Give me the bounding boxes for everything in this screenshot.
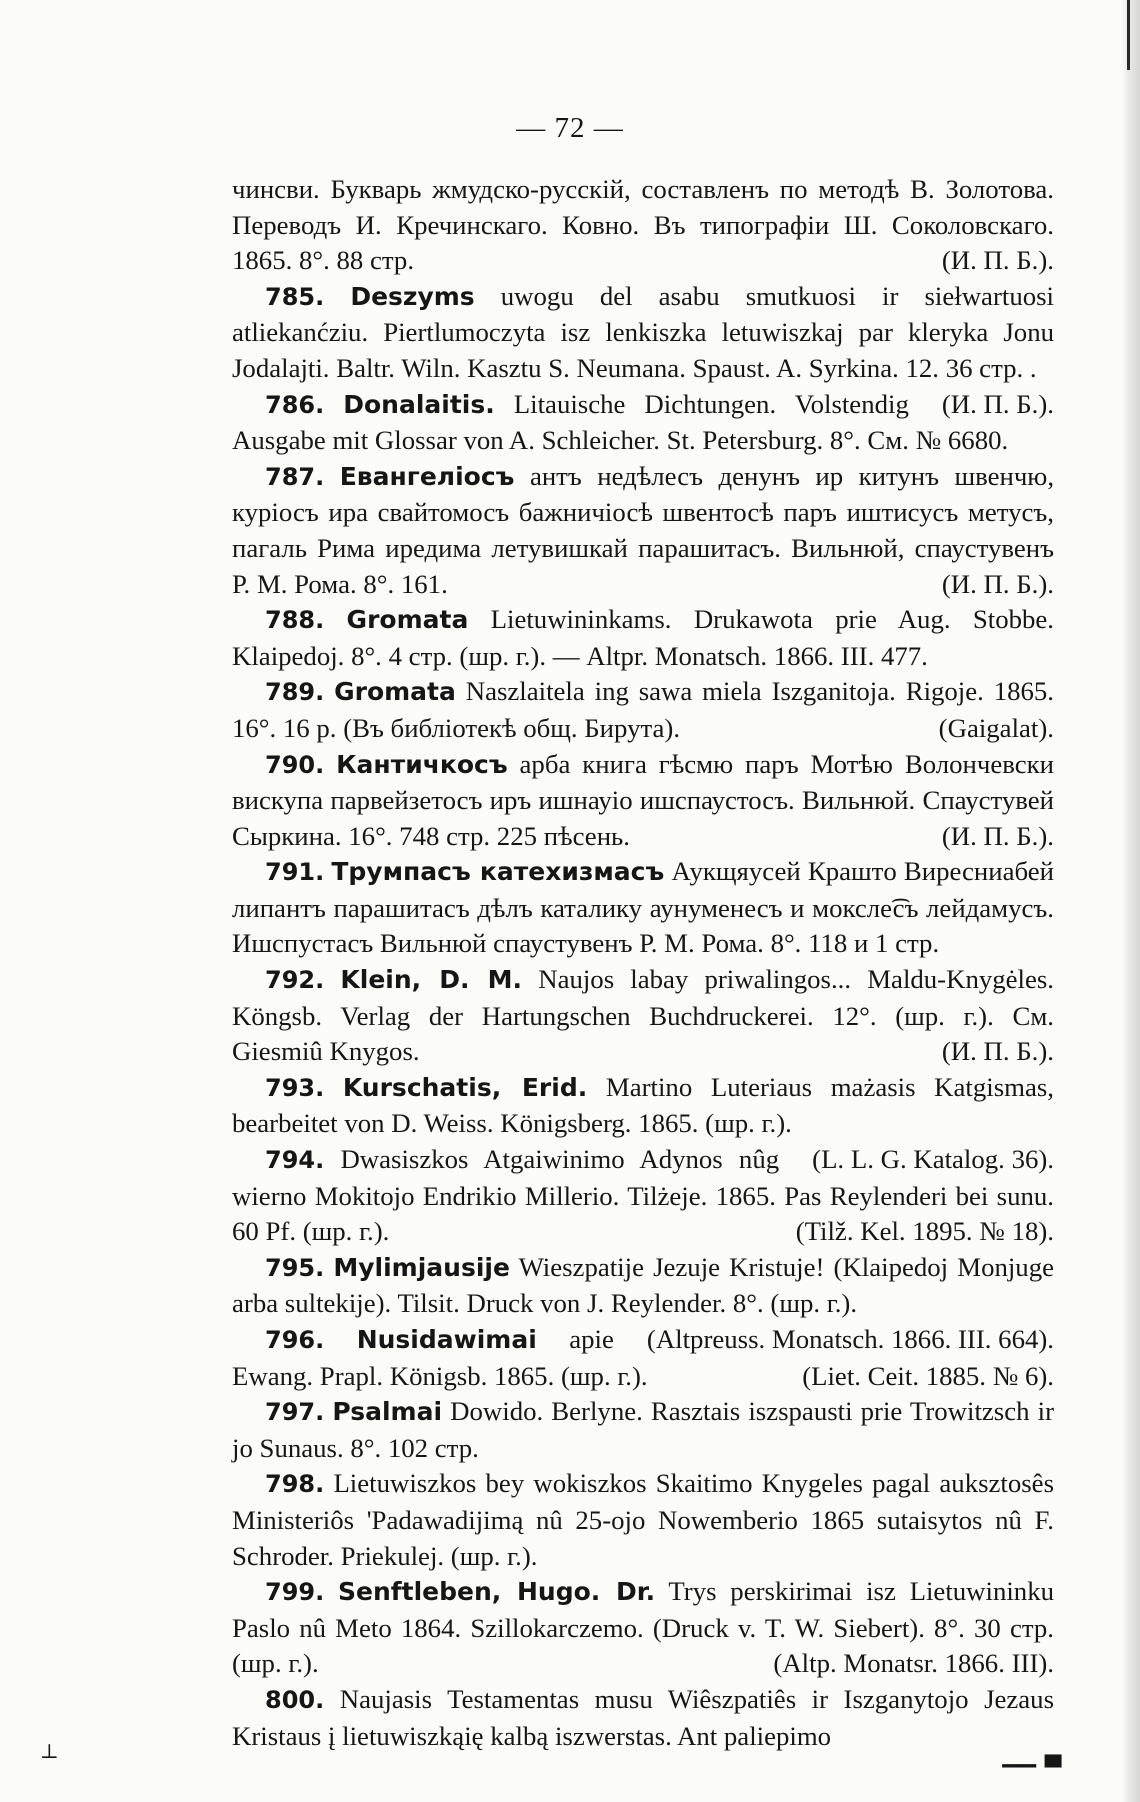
entry-heading: Deszyms (350, 281, 475, 311)
entry-text: Litauische Dichtungen. Volstendig Ausgabe mit Glossar von A. Schleicher. St. Petersburg. 8°. См. № 6680. (232, 388, 1009, 456)
entry-number: 800. (265, 1685, 325, 1714)
entry-number: 794. (265, 1146, 325, 1175)
entry-text: apie Ewang. Prapl. Königsb. 1865. (шр. г.). (232, 1324, 648, 1391)
entry-791 (232, 854, 1054, 962)
entry-number: 796. (265, 1326, 325, 1354)
entry-text: Trys perskirimai isz Lietuwininku Paslo nû Meto 1864. Szillokarczemo. (Druck v. T. W. Siebert). 8°. 30 стр. (шр. г.). (232, 1576, 1055, 1679)
entry-text: Lietuwininkams. Drukawota prie Aug. Stobbe. Klaipedoj. 8°. 4 стр. (шр. г.). — Altpr. Monatsch. 1866. III. 477. (232, 604, 1055, 671)
entry-text: Wieszpatije Jezuje Kristuje! (Klaipedoj Monjuge arba sultekije). Tilsit. Druck von J. Reylender. 8°. (шр. г.). (232, 1251, 1054, 1319)
entry-number: 792. (265, 966, 325, 995)
page-number: — 72 — (516, 112, 624, 144)
entry-text: Dowido. Berlyne. Rasztais iszspausti prie Trowitzsch ir jo Sunaus. 8°. 102 стр. (232, 1396, 1054, 1463)
entry-heading: Трумпасъ катехизмасъ (331, 857, 665, 887)
entry-text: Аукщяусей Краштo Виресниабей липантъ парашитасъ дѣлъ каталику аунуменесъ и моксле͡съ лейдамусъ. Ишспустасъ Вильнюй спаустувенъ Р. М. Рома. 8°. 118 и 1 стр. (232, 856, 1055, 959)
entry-784-cont (232, 172, 1054, 279)
entry-text: Lietuwiszkos bey wokiszkos Skaitimo Knygeles pagal auksztosês Ministeriôs 'Padawadijimą nû 25-ojo Nowemberio 1865 sutaisytos nû F. Schroder. Priekulej. (шр. г.). (232, 1468, 1055, 1571)
entry-heading: Mylimjausije (333, 1252, 510, 1282)
entry-heading: Gromata (346, 605, 469, 635)
scan-mark-right: ▁▁▗▖ (1002, 1742, 1070, 1767)
entry-citation: (И. П. Б.). (941, 388, 1054, 419)
scan-mark-left: ⊥ (40, 1741, 59, 1763)
entry-799 (232, 1574, 1054, 1682)
entry-citation: (Tilž. Kel. 1895. № 18). (795, 1216, 1054, 1247)
entry-number: 798. (265, 1470, 325, 1499)
entry-text: uwogu del asabu smutkuosi ir siełwartuosi atliekanćziu. Piertlumoczyta isz lenkiszka letuwiszkaj par kleryka Jonu Jodalajti. Baltr. Wiln. Kasztu S. Neumana. Spaust. A. Syrkina. 12. 36 стр. . (232, 280, 1054, 383)
entry-text: арба книга гѣсмю паръ Мотѣю Волончевски вискупа парвейзетосъ иръ ишнауіо ишспаустосъ. Вильнюй. Спаустувей Сыркина. 16°. 748 стр. 225 пѣсень. (232, 748, 1054, 851)
entry-number: 799. (265, 1578, 325, 1607)
text-block (232, 172, 1054, 1754)
entry-citation: (L. L. G. Katalog. 36). (812, 1144, 1054, 1175)
entry-citation: (Gaigalat). (938, 712, 1054, 743)
entry-number: 786. (265, 390, 325, 419)
entry-number: 791. (265, 858, 325, 887)
entry-heading: Donalaitis. (343, 389, 495, 419)
entry-number: 795. (265, 1253, 325, 1282)
entry-heading: Кантичкосъ (336, 749, 508, 779)
entry-heading: Kurschatis, Erid. (342, 1072, 588, 1102)
entry-citation: (Liet. Ceit. 1885. № 6). (802, 1360, 1054, 1391)
entry-788 (232, 602, 1054, 674)
entry-792 (232, 962, 1054, 1070)
entry-787 (232, 459, 1054, 602)
entry-number: 787. (265, 462, 325, 491)
entry-number: 793. (265, 1073, 325, 1102)
entry-text: антъ недѣлесъ денунъ ир китунъ швенчю, куріосъ ира свайтомосъ бажничіосѣ швентосѣ паръ иштисусъ метусъ, пагаль Рима иредима летувишкай парашитасъ. Вильнюй, спаустувенъ Р. М. Рома. 8°. 161. (232, 460, 1055, 599)
entry-number: 785. (265, 282, 325, 311)
entry-text: Naszlaitela ing sawa miela Iszganitoja. Rigoje. 1865. 16°. 16 p. (Въ библіотекѣ общ. Бирута). (232, 676, 1055, 743)
entry-text: Naujos labay priwalingos... Maldu-Knygėles. Köngsb. Verlag der Hartungschen Buchdruckerei. 12°. (шр. г.). См. Giesmiû Knygos. (232, 964, 1055, 1067)
entry-number: 790. (265, 750, 325, 779)
entry-citation: (И. П. Б.). (941, 245, 1054, 276)
entry-text: Dwasiszkos Atgaiwinimo Adynos nûg wierno Mokitojo Endrikio Millerio. Tilżeje. 1865. Pas Reylenderi bei sunu. 60 Pf. (шр. г.). (232, 1144, 1054, 1247)
entry-heading: Nusidawimai (356, 1325, 537, 1354)
entry-heading: Senftleben, Hugo. Dr. (337, 1577, 656, 1607)
entry-number: 788. (265, 606, 325, 635)
entry-text: Martino Luteriaus mażasis Katgismas, bearbeitet von D. Weiss. Königsberg. 1865. (шр. г.). (232, 1071, 1055, 1139)
entry-heading: Gromata (334, 677, 456, 707)
entry-text: чинсви. Букварь жмудско-русскій, составленъ по методѣ В. Золотова. Переводъ И. Кречинскаго. Ковно. Въ типографіи Ш. Соколовскаго. 1865. 8°. 88 стр. (232, 174, 1054, 276)
page-edge-shadow (1122, 0, 1140, 1802)
entry-heading: Klein, D. M. (340, 965, 523, 995)
entry-789 (232, 674, 1054, 746)
entry-citation: (И. П. Б.). (941, 820, 1054, 851)
entry-798 (232, 1466, 1054, 1574)
entry-text: Naujasis Testamentas musu Wiêszpatiês ir Iszganytojo Jezaus Kristaus į lietuwiszkąię kalbą iszwerstas. Ant paliepimo (232, 1683, 1055, 1751)
entry-heading: Евангеліосъ (339, 461, 515, 491)
entry-800 (232, 1682, 1054, 1754)
entry-number: 797. (265, 1398, 325, 1427)
entry-790 (232, 747, 1054, 855)
entry-citation: (И. П. Б.). (941, 1036, 1054, 1067)
page-edge-mark (1127, 0, 1130, 70)
entry-number: 789. (265, 678, 325, 707)
entry-797 (232, 1394, 1054, 1466)
entry-citation: (Altpreuss. Monatsch. 1866. III. 664). (646, 1324, 1054, 1354)
entry-citation: (И. П. Б.). (941, 568, 1054, 599)
entry-heading: Psalmai (332, 1397, 443, 1427)
entry-citation: (Altp. Monatsr. 1866. III). (773, 1648, 1054, 1679)
